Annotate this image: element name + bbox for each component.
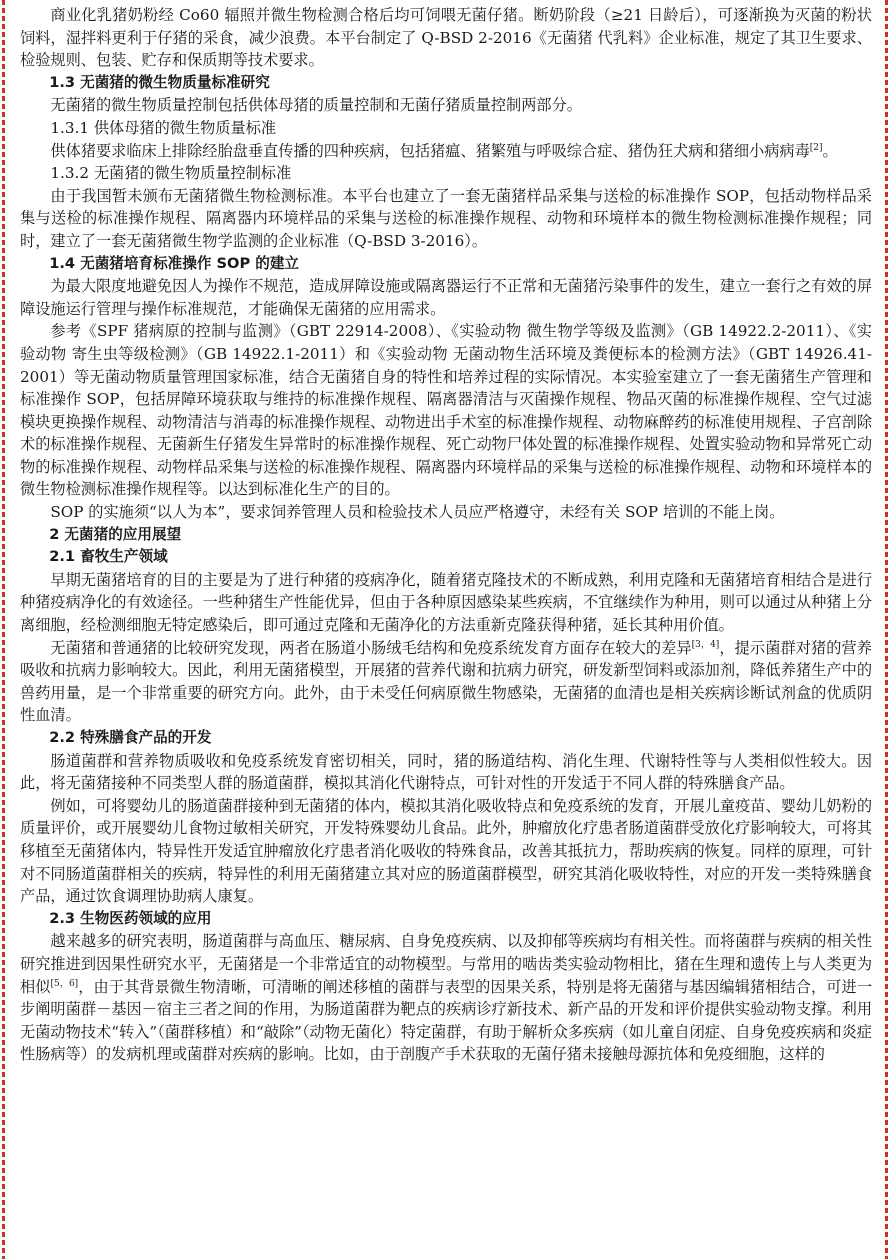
paragraph-quality-intro: 无菌猪的微生物质量控制包括供体母猪的质量控制和无菌仔猪质量控制两部分。 bbox=[50, 96, 582, 115]
section-heading-1-3: 1.3 无菌猪的微生物质量标准研究 bbox=[49, 73, 270, 91]
paragraph-donor-sow bbox=[20, 140, 872, 163]
paragraph-biomedical bbox=[20, 930, 872, 1066]
paragraph-livestock-purpose: 早期无菌猪培育的目的主要是为了进行种猪的疫病净化，随着猪克隆技术的不断成熟，利用克隆和无菌猪培育相结合是进行种猪疫病净化的有效途径。一些种猪生产性能优异，但由于各种原因感染某些疾病，不宜继续作为种用，则可以通过从种猪上分离细胞，经检测细胞无特定感染后，即可通过克隆和无菌净化的方法重新克隆获得种猪，延长其种用价值。 bbox=[20, 570, 872, 635]
paragraph-infant-example: 例如，可将婴幼儿的肠道菌群接种到无菌猪的体内，模拟其消化吸收特点和免疫系统的发育，开展儿童疫苗、婴幼儿奶粉的质量评价，或开展婴幼儿食物过敏相关研究，开发特殊婴幼儿食品。此外，肿瘤放化疗患者肠道菌群受放化疗影响较大，可将其移植至无菌猪体内，特异性开发适宜肿瘤放化疗患者消化吸收的特殊食品，改善其抵抗力，帮助疾病的恢复。同样的原理，可针对不同肠道菌群相关的疾病，特异性的利用无菌猪建立其对应的肠道菌群模型，研究其消化吸收特性，对应的开发一类特殊膳食产品，通过饮食调理协助病人康复。 bbox=[20, 796, 872, 906]
citation-ref: [3，4] bbox=[691, 639, 720, 650]
section-heading-2-3: 2.3 生物医药领域的应用 bbox=[49, 909, 212, 927]
paragraph-sop-intro: 为最大限度地避免因人为操作不规范，造成屏障设施或隔离器运行不正常和无菌猪污染事件的发生，建立一套行之有效的屏障设施运行管理与操作标准规范，才能确保无菌猪的应用需求。 bbox=[20, 277, 872, 318]
paragraph-text: ，由于其背景微生物清晰，可清晰的阐述移植的菌群与表型的因果关系，特别是将无菌猪与基因编辑猪相结合，可进一步阐明菌群－基因－宿主三者之间的作用，为肠道菌群为靶点的疾病诊疗新技术、新产品的开发和评价提供实验动物支撑。利用无菌动物技术“转入”（菌群移植）和“敲除”（动物无菌化）特定菌群，有助于解析众多疾病（如儿童自闭症、自身免疫疾病和炎症性肠病等）的发病机理或菌群对疾病的影响。比如，由于剖腹产手术获取的无菌仔猪未接触母源抗体和免疫细胞，这样的 bbox=[20, 977, 873, 1064]
subsection-heading-1-3-2: 1.3.2 无菌猪的微生物质量控制标准 bbox=[50, 164, 292, 183]
paragraph-feed: 商业化乳猪奶粉经 Co60 辐照并微生物检测合格后均可饲喂无菌仔猪。断奶阶段（≥21 日龄后），可逐渐换为灭菌的粉状饲料，湿拌料更利于仔猪的采食，减少浪费。本平台制定了 Q-BSD 2-2016《无菌猪 代乳料》企业标准，规定了其卫生要求、检验规则、包装、贮存和保质期等技术要求。 bbox=[20, 6, 872, 70]
citation-ref: [2] bbox=[809, 142, 823, 153]
section-heading-2-2: 2.2 特殊膳食产品的开发 bbox=[49, 729, 212, 746]
left-dashed-border bbox=[2, 0, 5, 1259]
section-heading-2-1: 2.1 畜牧生产领域 bbox=[49, 548, 168, 566]
section-heading-2: 2 无菌猪的应用展望 bbox=[49, 525, 182, 543]
paragraph-text: 供体猪要求临床上排除经胎盘垂直传播的四种疾病，包括猪瘟、猪繁殖与呼吸综合症、猪伪狂犬病和猪细小病病毒 bbox=[50, 141, 810, 160]
paragraph-text: 无菌猪和普通猪的比较研究发现，两者在肠道小肠绒毛结构和免疫系统发育方面存在较大的差异 bbox=[50, 638, 692, 657]
right-dashed-border bbox=[885, 0, 888, 1259]
paragraph-special-diet: 肠道菌群和营养物质吸收和免疫系统发育密切相关，同时，猪的肠道结构、消化生理、代谢特性等与人类相似性较大。因此，将无菌猪接种不同类型人群的肠道菌群，模拟其消化代谢特点，可针对性的开发适于不同人群的特殊膳食产品。 bbox=[20, 751, 872, 793]
paragraph-comparison bbox=[20, 637, 872, 727]
paragraph-microbe-standard: 由于我国暂未颁布无菌猪微生物检测标准。本平台也建立了一套无菌猪样品采集与送检的标准操作 SOP，包括动物样品采集与送检的标准操作规程、隔离器内环境样品的采集与送检的标准操作规程、动物和环境样本的微生物检测标准操作规程；同时，建立了一套无菌猪微生物学监测的企业标准（Q-BSD 3-2016）。 bbox=[20, 186, 872, 250]
paper-page bbox=[20, 4, 872, 1066]
paragraph-text: 越来越多的研究表明，肠道菌群与高血压、糖尿病、自身免疫疾病、以及抑郁等疾病均有相关性。而将菌群与疾病的相关性研究推进到因果性研究水平，无菌猪是一个非常适宜的动物模型。与常用的啮齿类实验动物相比，猪在生理和遗传上与人类更为相似 bbox=[20, 932, 872, 996]
paragraph-text: ，提示菌群对猪的营养吸收和抗病力影响较大。因此，利用无菌猪模型，开展猪的营养代谢和抗病力研究，研发新型饲料或添加剂，降低养猪生产中的兽药用量，是一个非常重要的研究方向。此外，由于未受任何病原微生物感染，无菌猪的血清也是相关疾病诊断试剂盒的优质阴性血清。 bbox=[20, 638, 872, 725]
paragraph-sop-references: 参考《SPF 猪病原的控制与监测》（GBT 22914-2008）、《实验动物 微生物学等级及监测》（GB 14922.2-2011）、《实验动物 寄生虫等级检测》（GB 14922.1-2011）和《实验动物 无菌动物生活环境及粪便标本的检测方法》（GBT 14926.41-2001）等无菌动物质量管理国家标准，结合无菌猪自身的特性和培养过程的实际情况。本实验室建立了一套无菌猪生产管理和标准操作 SOP，包括屏障环境获取与维持的标准操作规程、隔离器清洁与灭菌操作规程、物品灭菌的标准操作规程、空气过滤模块更换操作规程、动物清洁与消毒的标准操作规程、动物进出手术室的标准操作规程、动物麻醉药的标准使用规程、子宫剖除术的标准操作规程、无菌新生仔猪发生异常时的标准操作规程、死亡动物尸体处置的标准操作规程、处置实验动物和异常死亡动物的标准操作规程、动物样品采集与送检的标准操作规程、隔离器内环境样品的采集与送检的标准操作规程、动物和环境样本的微生物检测标准操作规程等。以达到标准化生产的目的。 bbox=[20, 322, 872, 499]
subsection-heading-1-3-1: 1.3.1 供体母猪的微生物质量标准 bbox=[50, 118, 277, 137]
section-heading-1-4: 1.4 无菌猪培育标准操作 SOP 的建立 bbox=[49, 254, 300, 272]
paragraph-sop-implementation: SOP 的实施须“以人为本”，要求饲养管理人员和检验技术人员应严格遵守，未经有关 SOP 培训的不能上岗。 bbox=[50, 503, 785, 522]
citation-ref: [5，6] bbox=[50, 978, 79, 989]
paragraph-text: 。 bbox=[822, 141, 838, 160]
